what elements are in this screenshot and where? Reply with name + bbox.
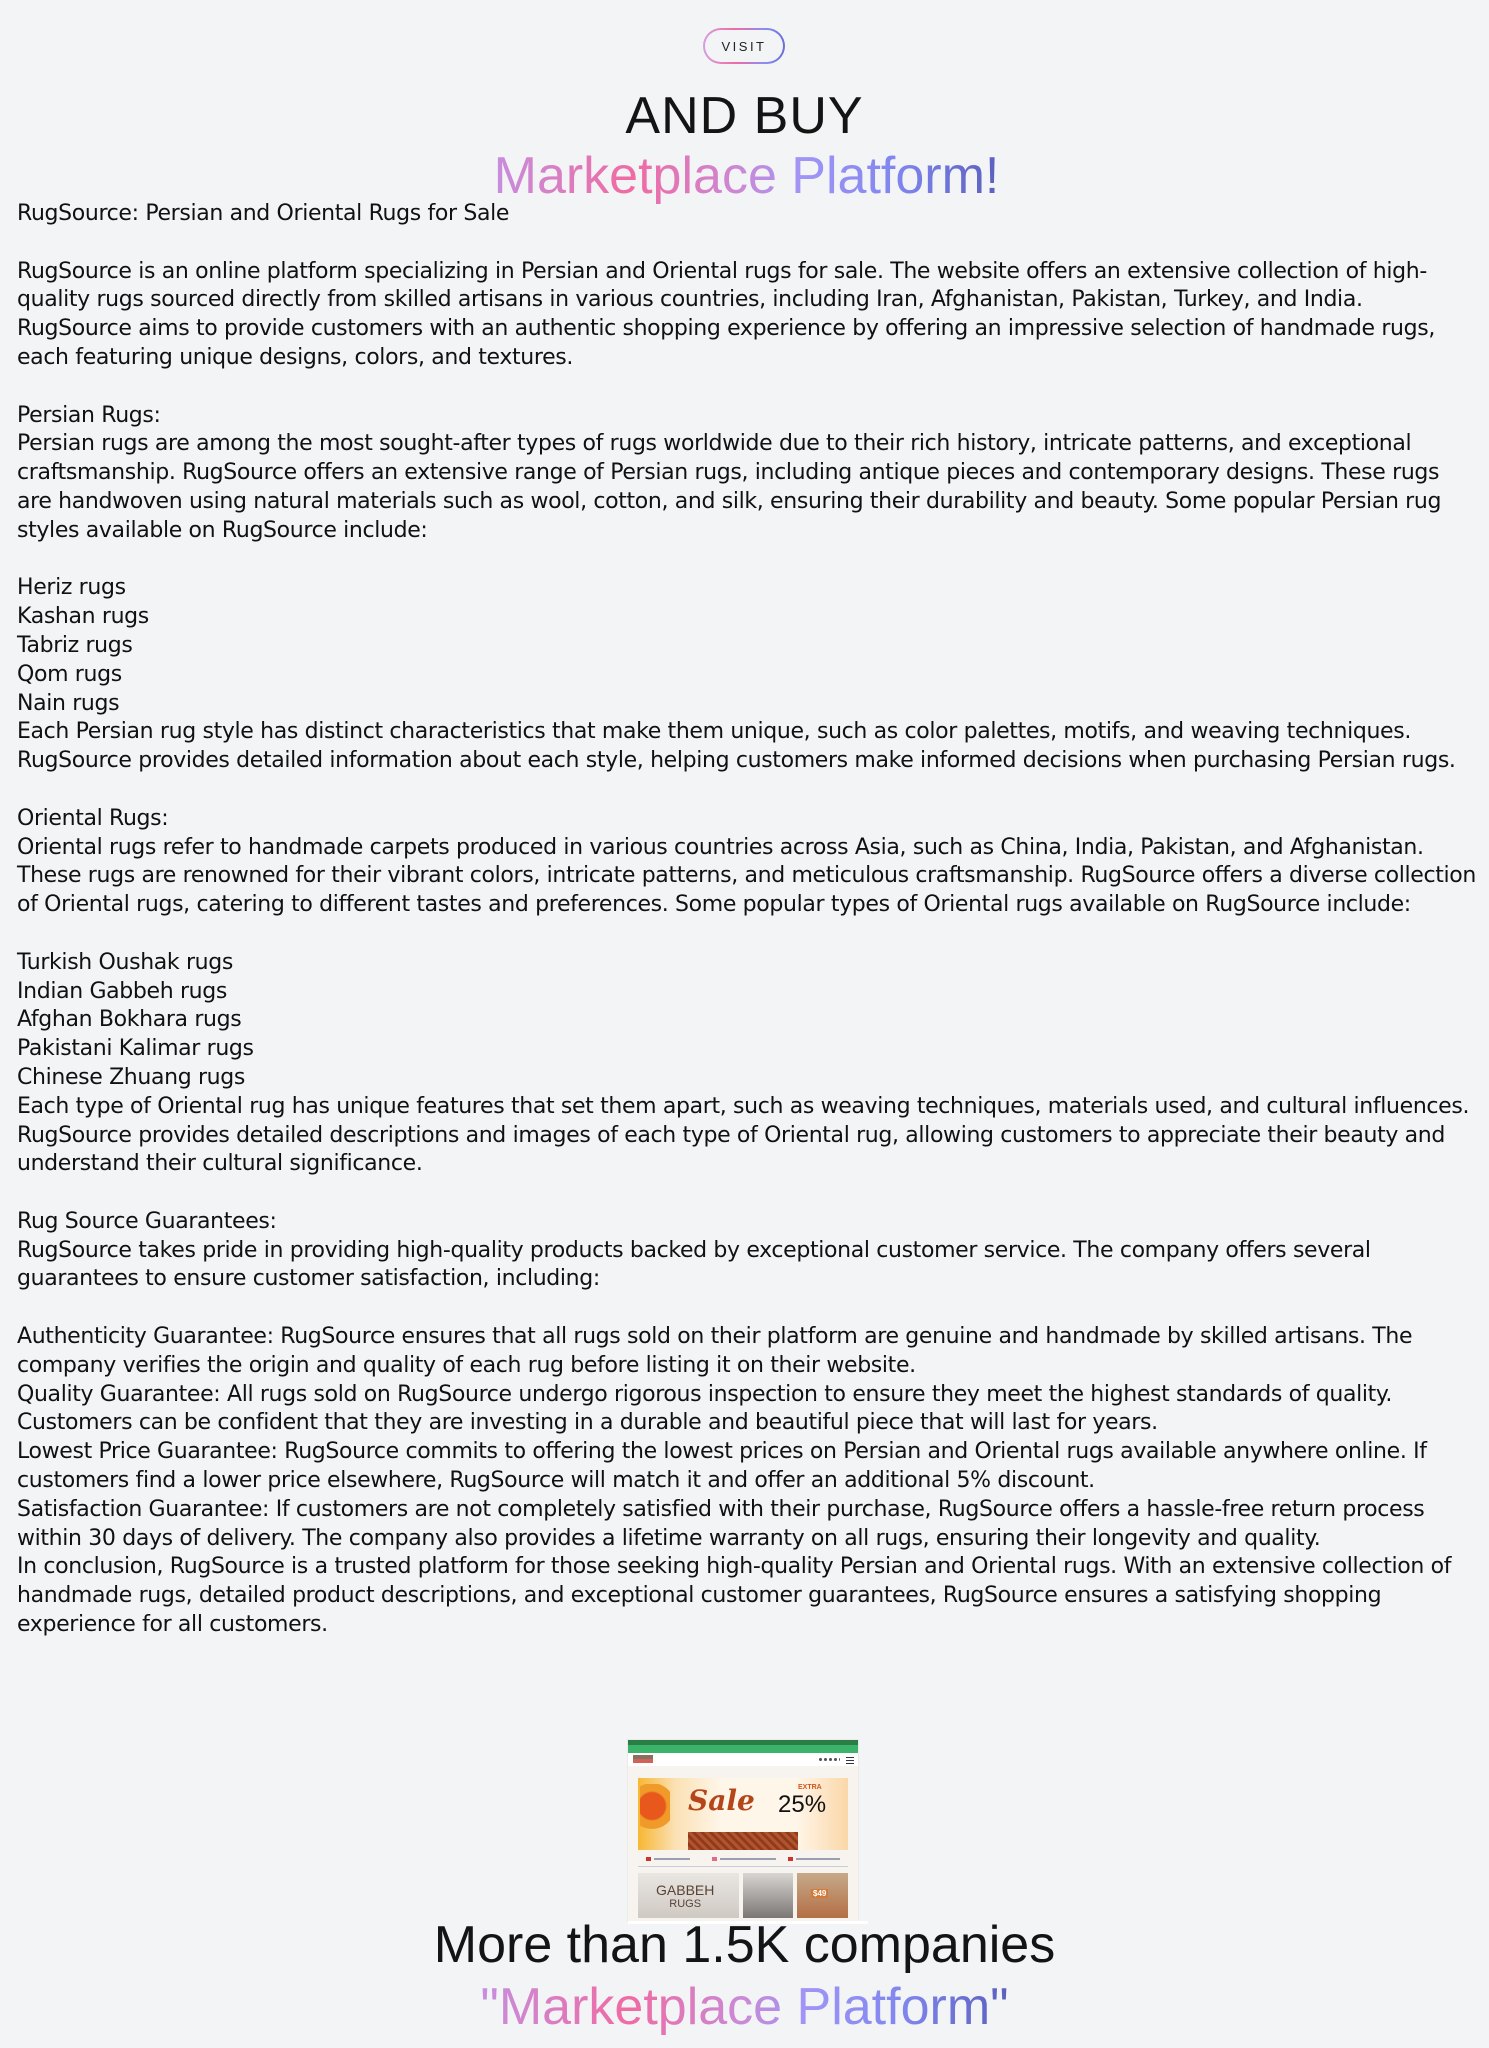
- spacer: [17, 1179, 1477, 1208]
- spacer: [17, 776, 1477, 805]
- screenshot-nav: [628, 1753, 858, 1766]
- hero-heading: AND BUY: [625, 87, 864, 145]
- screenshot-rug-pad-card: [743, 1873, 793, 1918]
- screenshot-logo: [633, 1755, 653, 1763]
- hero-subheading: [0, 146, 1489, 206]
- screenshot-rugs-text: RUGS: [669, 1898, 702, 1910]
- spacer: [17, 1294, 1477, 1323]
- screenshot-sale-banner: [638, 1778, 848, 1850]
- autumn-leaf-icon: [640, 1784, 670, 1839]
- persian-style-item: Qom rugs: [17, 661, 122, 687]
- hero-gradient-text: Marketplace Platform!: [490, 146, 1000, 206]
- spacer: [17, 920, 1477, 949]
- feature-text: [720, 1858, 776, 1860]
- marketplace-tagline: [0, 1976, 1489, 2038]
- article-title: RugSource: Persian and Oriental Rugs for Sale: [17, 201, 510, 226]
- screenshot-category-cards: [638, 1873, 848, 1918]
- screenshot-gabbeh-text: GABBEH: [656, 1882, 715, 1898]
- oriental-type-item: Chinese Zhuang rugs: [17, 1064, 245, 1090]
- hamburger-menu-icon: [846, 1757, 854, 1764]
- oriental-body: Oriental rugs refer to handmade carpets produced in various countries across Asia, such as China, India, Pakistan, and Afghanistan. These rugs are renowned for their vibrant colors, intricate patterns, and meticulous craftsmanship. RugSource offers a diverse collection of Oriental rugs, catering to different tastes and preferences. Some popular types of Oriental rugs available on RugSource include:: [17, 834, 1476, 918]
- article-intro: RugSource is an online platform specializing in Persian and Oriental rugs for sale. The website offers an extensive collection of high-quality rugs sourced directly from skilled artisans in various countries, including Iran, Afghanistan, Pakistan, Turkey, and India. RugSource aims to provide customers with an authentic shopping experience by offering an impressive selection of handmade rugs, each featuring unique designs, colors, and textures.: [17, 258, 1436, 370]
- conclusion: In conclusion, RugSource is a trusted platform for those seeking high-quality Persian and Oriental rugs. With an extensive collection of handmade rugs, detailed product descriptions, and exceptional customer guarantees, RugSource ensures a satisfying shopping experience for all customers.: [17, 1554, 1452, 1638]
- oriental-type-item: Pakistani Kalimar rugs: [17, 1036, 254, 1062]
- companies-heading: More than 1.5K companies: [433, 1916, 1056, 1974]
- spacer: [17, 229, 1477, 258]
- truck-icon: [646, 1857, 651, 1861]
- website-screenshot-image[interactable]: [628, 1740, 858, 1921]
- guarantee-item: Quality Guarantee: All rugs sold on RugSource undergo rigorous inspection to ensure they meet the highest standards of quality. Customers can be confident that they are investing in a durable and beautiful piece that will last for years.: [17, 1381, 1393, 1436]
- feature-text: [796, 1858, 840, 1860]
- screenshot-features-row: [638, 1854, 848, 1867]
- oriental-type-item: Indian Gabbeh rugs: [17, 978, 227, 1004]
- oriental-type-item: Afghan Bokhara rugs: [17, 1007, 242, 1033]
- persian-style-item: Heriz rugs: [17, 575, 126, 601]
- spacer: [17, 546, 1477, 575]
- screenshot-rug-image: [688, 1832, 798, 1850]
- feature-text: [654, 1858, 690, 1860]
- tagline-gradient-text: "Marketplace Platform": [480, 1978, 1009, 2036]
- visit-button[interactable]: VISIT: [703, 28, 785, 64]
- screenshot-kilim-card: [797, 1873, 848, 1918]
- guarantees-body: RugSource takes pride in providing high-quality products backed by exceptional customer service. The company offers several guarantees to ensure customer satisfaction, including:: [17, 1237, 1371, 1292]
- article: [17, 200, 1477, 1640]
- screenshot-phone-bar: [628, 1745, 858, 1753]
- persian-closing: Each Persian rug style has distinct characteristics that make them unique, such as color palettes, motifs, and weaving techniques. RugSource provides detailed information about each style, helping customers make informed decisions when purchasing Persian rugs.: [17, 719, 1456, 774]
- screenshot-gabbeh-card: [638, 1873, 739, 1918]
- oriental-closing: Each type of Oriental rug has unique features that set them apart, such as weaving techniques, materials used, and cultural influences. RugSource provides detailed descriptions and images of each type of Oriental rug, allowing customers to appreciate their beauty and understand their cultural significance.: [17, 1093, 1470, 1177]
- guarantees-heading: Rug Source Guarantees:: [17, 1208, 277, 1234]
- screenshot-sale-text: Sale: [688, 1784, 755, 1817]
- screenshot-extra-text: EXTRA: [798, 1784, 822, 1791]
- star-icon: [712, 1857, 717, 1861]
- screenshot-price-text: $49: [813, 1889, 827, 1898]
- persian-body: Persian rugs are among the most sought-after types of rugs worldwide due to their rich history, intricate patterns, and exceptional craftsmanship. RugSource offers an extensive range of Persian rugs, including antique pieces and contemporary designs. These rugs are handwoven using natural materials such as wool, cotton, and silk, ensuring their durability and beauty. Some popular Persian rug styles available on RugSource include:: [17, 431, 1442, 543]
- oriental-type-item: Turkish Oushak rugs: [17, 949, 233, 975]
- spacer: [17, 373, 1477, 402]
- screenshot-discount-text: 25%: [778, 1791, 827, 1818]
- truck-icon: [788, 1857, 793, 1861]
- guarantee-item: Authenticity Guarantee: RugSource ensures that all rugs sold on their platform are genuine and handmade by skilled artisans. The company verifies the origin and quality of each rug before listing it on their website.: [17, 1324, 1413, 1378]
- persian-heading: Persian Rugs:: [17, 402, 161, 428]
- persian-style-item: Nain rugs: [17, 690, 120, 716]
- guarantee-item: Satisfaction Guarantee: If customers are not completely satisfied with their purchase, RugSource offers a hassle-free return process within 30 days of delivery. The company also provides a lifetime warranty on all rugs, ensuring their longevity and quality.: [17, 1496, 1425, 1551]
- guarantee-item: Lowest Price Guarantee: RugSource commits to offering the lowest prices on Persian and Oriental rugs available anywhere online. If customers find a lower price elsewhere, RugSource will match it and offer an additional 5% discount.: [17, 1439, 1427, 1494]
- persian-style-item: Tabriz rugs: [17, 632, 133, 658]
- oriental-heading: Oriental Rugs:: [17, 805, 169, 831]
- persian-style-item: Kashan rugs: [17, 604, 149, 630]
- screenshot-nav-icons: [818, 1757, 840, 1762]
